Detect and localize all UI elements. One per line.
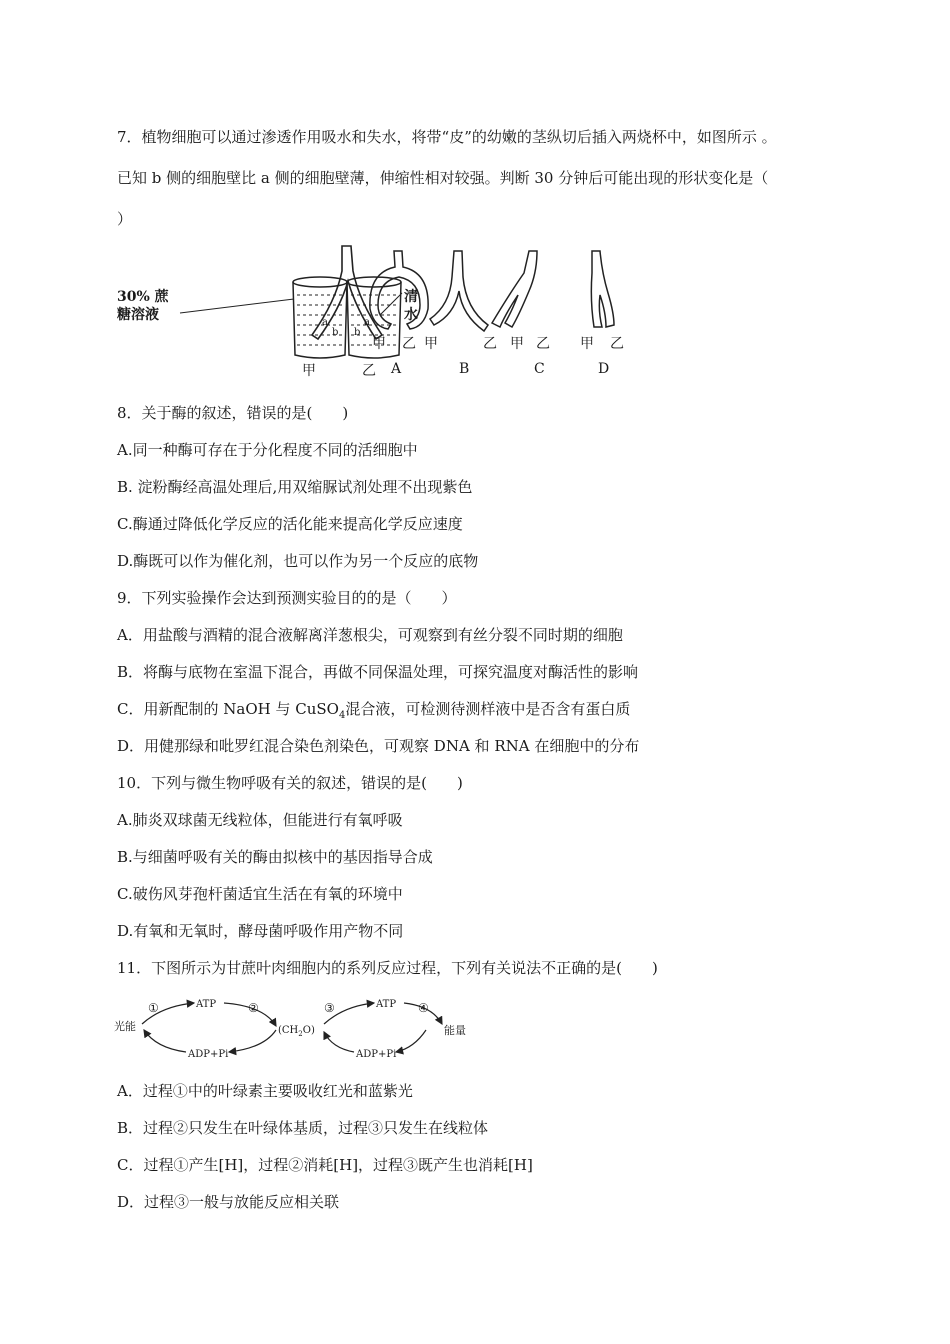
option-D-label: D <box>598 361 610 377</box>
process-4-marker: ④ <box>418 1001 429 1015</box>
q9-option-d: D．用健那绿和吡罗红混合染色剂染色，可观察 DNA 和 RNA 在细胞中的分布 <box>117 737 640 755</box>
q10-stem: 10．下列与微生物呼吸有关的叙述，错误的是( ) <box>117 774 463 792</box>
option-jia-2: 甲 <box>424 336 438 352</box>
q9-option-b: B．将酶与底物在室温下混合，再做不同保温处理，可探究温度对酶活性的影响 <box>117 663 639 681</box>
q10-option-b: B.与细菌呼吸有关的酶由拟核中的基因指导合成 <box>117 848 433 866</box>
ch2o-end: O) <box>302 1025 315 1036</box>
q8-option-b: B. 淀粉酶经高温处理后,用双缩脲试剂处理不出现紫色 <box>117 478 473 496</box>
label-b-right: b <box>354 327 361 338</box>
label-a-right: a <box>364 317 370 328</box>
q11-option-b: B．过程②只发生在叶绿体基质，过程③只发生在线粒体 <box>117 1119 489 1137</box>
q10-option-a: A.肺炎双球菌无线粒体，但能进行有氧呼吸 <box>117 811 403 829</box>
water-label-2: 水 <box>404 307 418 323</box>
beaker-jia-label: 甲 <box>302 363 316 379</box>
label-b-left: b <box>332 327 339 338</box>
q11-figure <box>114 998 474 1062</box>
q7-stem-line1: 7．植物细胞可以通过渗透作用吸水和失水，将带“皮”的幼嫩的茎纵切后插入两烧杯中，如图所示 。 <box>117 128 777 146</box>
q7-stem-line2: 已知 b 侧的细胞壁比 a 侧的细胞壁薄，伸缩性相对较强。判断 30 分钟后可能出现的形状变化是（ <box>117 169 769 187</box>
adp-label-1: ADP+Pi <box>188 1049 229 1060</box>
atp-label-1: ATP <box>196 999 217 1010</box>
ch2o-sub: 2 <box>298 1030 303 1038</box>
q8-stem: 8．关于酶的叙述，错误的是( ) <box>117 404 349 422</box>
option-yi-1: 乙 <box>402 336 416 352</box>
q9-option-a: A．用盐酸与酒精的混合液解离洋葱根尖，可观察到有丝分裂不同时期的细胞 <box>117 626 623 644</box>
beaker-yi-label: 乙 <box>362 363 376 379</box>
q11-option-a: A．过程①中的叶绿素主要吸收红光和蓝紫光 <box>117 1082 413 1100</box>
option-yi-4: 乙 <box>610 336 624 352</box>
option-C-label: C <box>534 361 545 377</box>
option-yi-2: 乙 <box>483 336 497 352</box>
q9-option-c-sub: 4 <box>338 710 346 721</box>
option-jia-1: 甲 <box>372 336 386 352</box>
q9-stem: 9．下列实验操作会达到预测实验目的的是（ ） <box>117 589 457 607</box>
label-a-left: a <box>322 317 328 328</box>
energy-label: 能量 <box>444 1024 466 1037</box>
sucrose-label-2: 糖溶液 <box>117 307 159 323</box>
q11-option-c: C．过程①产生[H]，过程②消耗[H]，过程③既产生也消耗[H] <box>117 1156 533 1174</box>
q8-option-a: A.同一种酶可存在于分化程度不同的活细胞中 <box>117 441 418 459</box>
option-jia-3: 甲 <box>510 336 524 352</box>
process-1-marker: ① <box>148 1001 159 1015</box>
option-yi-3: 乙 <box>536 336 550 352</box>
q7-figure <box>114 243 634 383</box>
atp-label-2: ATP <box>376 999 397 1010</box>
q9-option-c <box>117 699 630 726</box>
option-B-label: B <box>459 361 470 377</box>
q10-option-c: C.破伤风芽孢杆菌适宜生活在有氧的环境中 <box>117 885 403 903</box>
ch2o-label <box>278 1025 315 1038</box>
ch2o-start: (CH <box>278 1025 299 1036</box>
beakers-illustration <box>180 246 402 358</box>
q7-stem-line3: ） <box>117 210 133 228</box>
q11-option-d: D．过程③一般与放能反应相关联 <box>117 1193 340 1211</box>
sucrose-label-1: 30% 蔗 <box>117 289 169 305</box>
q8-option-c: C.酶通过降低化学反应的活化能来提高化学反应速度 <box>117 515 463 533</box>
q9-option-c-post: 混合液，可检测待测样液中是否含有蛋白质 <box>345 700 631 718</box>
adp-label-2: ADP+Pi <box>356 1049 397 1060</box>
process-3-marker: ③ <box>324 1001 335 1015</box>
light-energy-label: 光能 <box>114 1020 136 1033</box>
option-jia-4: 甲 <box>580 336 594 352</box>
option-A-label: A <box>391 361 402 377</box>
q11-stem: 11．下图所示为甘蔗叶肉细胞内的系列反应过程，下列有关说法不正确的是( ) <box>117 959 658 977</box>
q8-option-d: D.酶既可以作为催化剂，也可以作为另一个反应的底物 <box>117 552 479 570</box>
water-label-1: 清 <box>404 289 418 305</box>
q9-option-c-pre: C．用新配制的 NaOH 与 CuSO <box>117 700 339 718</box>
q10-option-d: D.有氧和无氧时，酵母菌呼吸作用产物不同 <box>117 922 404 940</box>
process-2-marker: ② <box>248 1001 259 1015</box>
